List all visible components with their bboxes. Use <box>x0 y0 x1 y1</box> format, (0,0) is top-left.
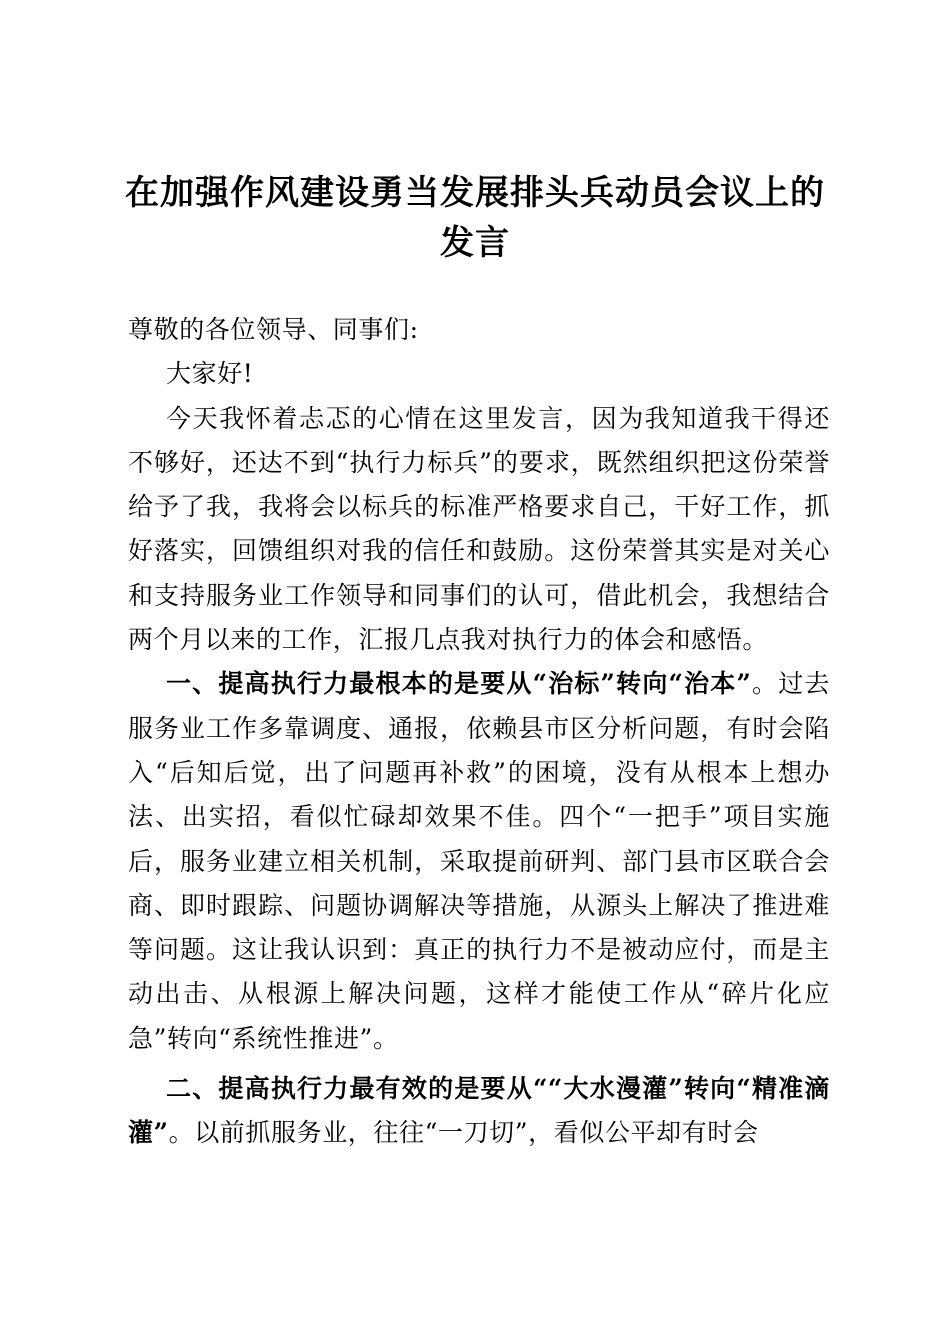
opening-paragraph: 今天我怀着忐忑的心情在这里发言，因为我知道我干得还不够好，还达不到“执行力标兵”的要求，既然组织把这份荣誉给予了我，我将会以标兵的标准严格要求自己，干好工作，抓好落实，回馈组织对我的信任和鼓励。这份荣誉其实是对关心和支持服务业工作领导和同事们的认可，借此机会，我想结合两个月以来的工作，汇报几点我对执行力的体会和感悟。 <box>128 403 830 655</box>
salutation: 尊敬的各位领导、同事们: <box>128 315 419 344</box>
section-1-heading: 一、提高执行力最根本的是要从“治标”转向“治本” <box>166 669 752 699</box>
section-2-paragraph <box>128 1067 830 1156</box>
section-1-paragraph <box>128 662 830 1061</box>
greeting: 大家好! <box>166 359 254 389</box>
section-2-body: 。以前抓服务业，往往“一刀切”，看似公平却有时会 <box>168 1118 759 1148</box>
section-2-heading: 二、提高执行力最有效的是要从““大水漫灌”转向“精准滴灌” <box>128 1074 830 1148</box>
document-body <box>128 308 830 1156</box>
document-title: 在加强作风建设勇当发展排头兵动员会议上的发言 <box>125 173 825 263</box>
section-1-body: 。过去服务业工作多靠调度、通报，依赖县市区分析问题，有时会陷入“后知后觉，出了问题再补救”的困境，没有从根本上想办法、出实招，看似忙碌却效果不佳。四个“一把手”项目实施后，服务业建立相关机制，采取提前研判、部门县市区联合会商、即时跟踪、问题协调解决等措施，从源头上解决了推进难等问题。这让我认识到：真正的执行力不是被动应付，而是主动出击、从根源上解决问题，这样才能使工作从“碎片化应急”转向“系统性推进”。 <box>128 669 830 1053</box>
